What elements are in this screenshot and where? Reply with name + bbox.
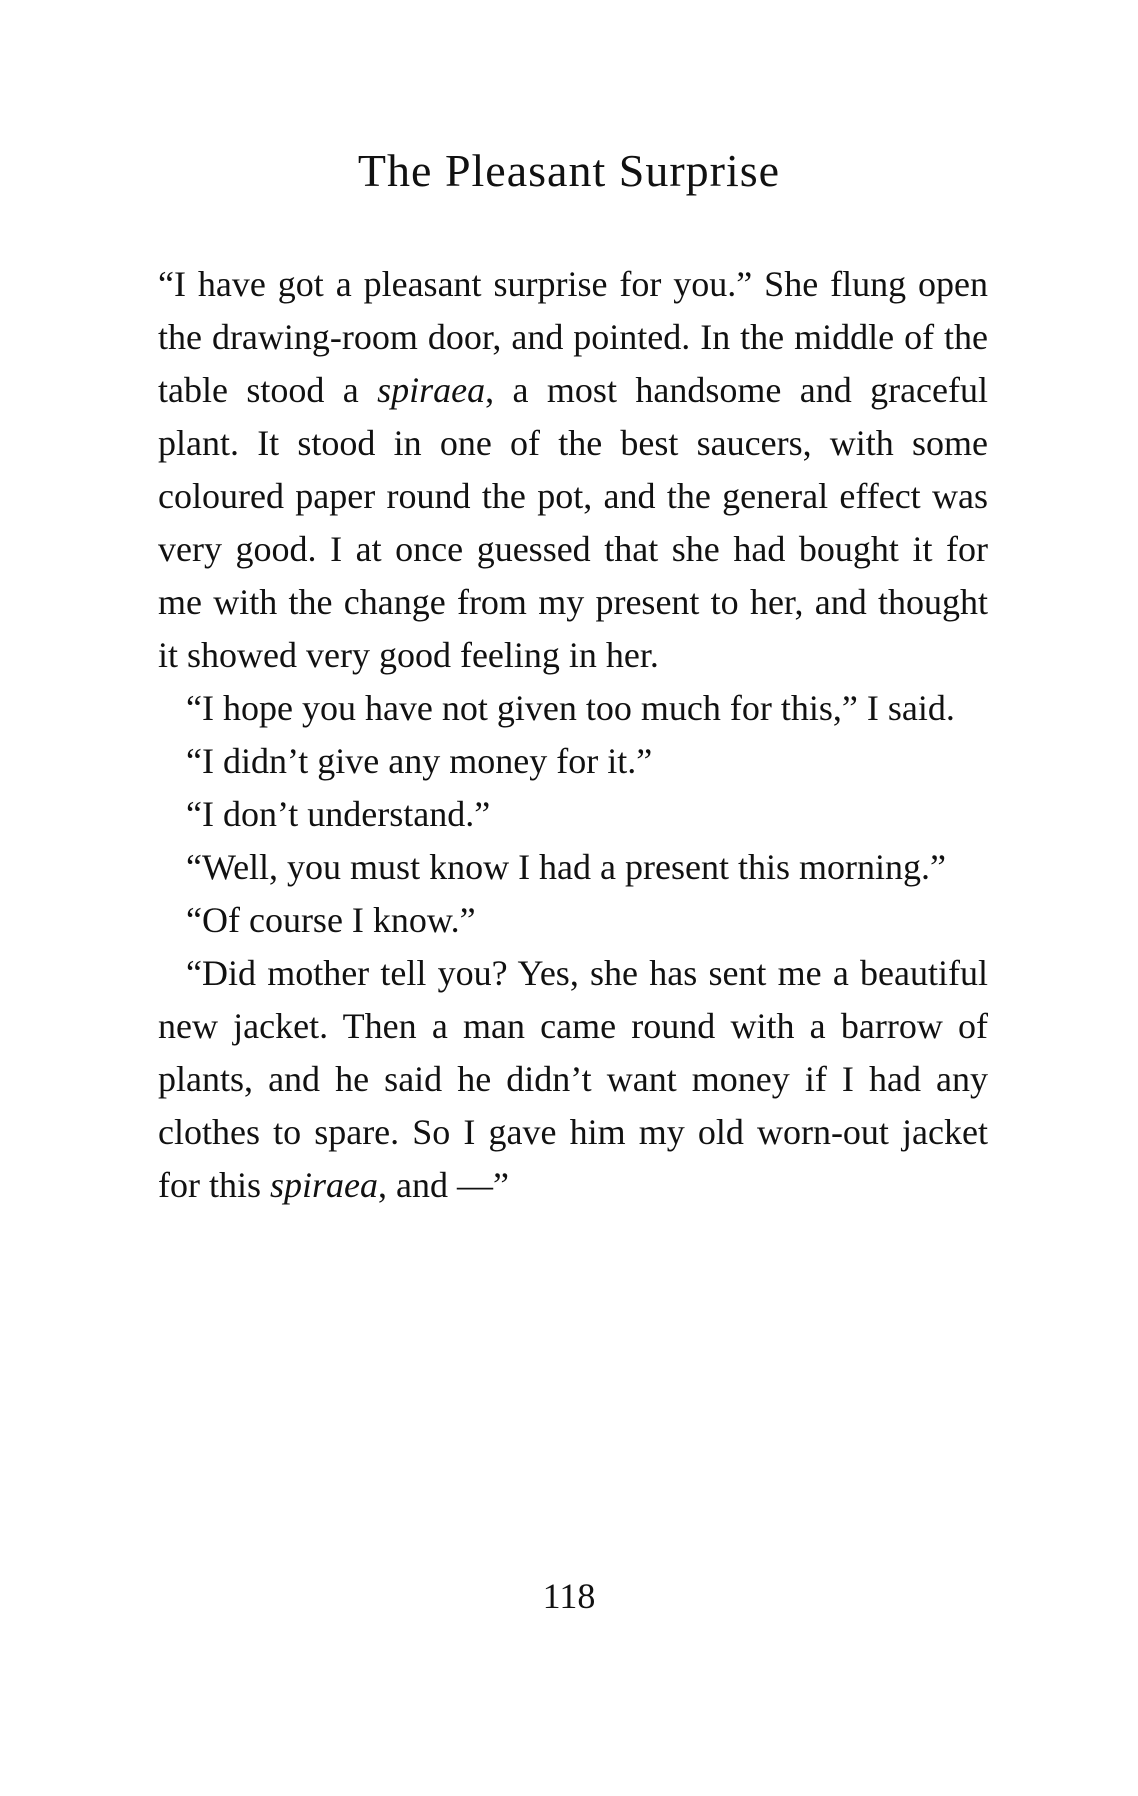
paragraph-1-text-start: “I have got a pleasant surprise for you.” She flung open the drawing-room door, and pointed. In the middle of the table stood a — [158, 264, 988, 410]
paragraph-6: “Of course I know.” — [186, 900, 476, 940]
paragraph-1 — [158, 258, 988, 682]
body-text — [158, 258, 988, 1212]
paragraph-7-text-end: , and —” — [378, 1165, 509, 1205]
paragraph-3: “I didn’t give any money for it.” — [186, 741, 653, 781]
running-head-title: The Pleasant Surprise — [357, 145, 781, 196]
paragraph-7 — [158, 947, 988, 1212]
paragraph-5: “Well, you must know I had a present this morning.” — [186, 847, 946, 887]
paragraph-1-italic: spiraea — [377, 370, 486, 410]
page-number: 118 — [542, 1576, 596, 1616]
paragraph-2: “I hope you have not given too much for this,” I said. — [186, 688, 955, 728]
paragraph-4: “I don’t understand.” — [186, 794, 491, 834]
paragraph-1-text-end: , a most handsome and graceful plant. It stood in one of the best saucers, with some coloured paper round the pot, and the general effect was very good. I at once guessed that she had bought it for me with the change from my present to her, and thought it showed very good feeling in her. — [158, 370, 989, 675]
paragraph-7-text-start: “Did mother tell you? Yes, she has sent me a beautiful new jacket. Then a man came round with a barrow of plants, and he said he didn’t want money if I had any clothes to spare. So I gave him my old worn-out jacket for this — [158, 953, 988, 1205]
paragraph-7-italic: spiraea — [270, 1165, 378, 1205]
